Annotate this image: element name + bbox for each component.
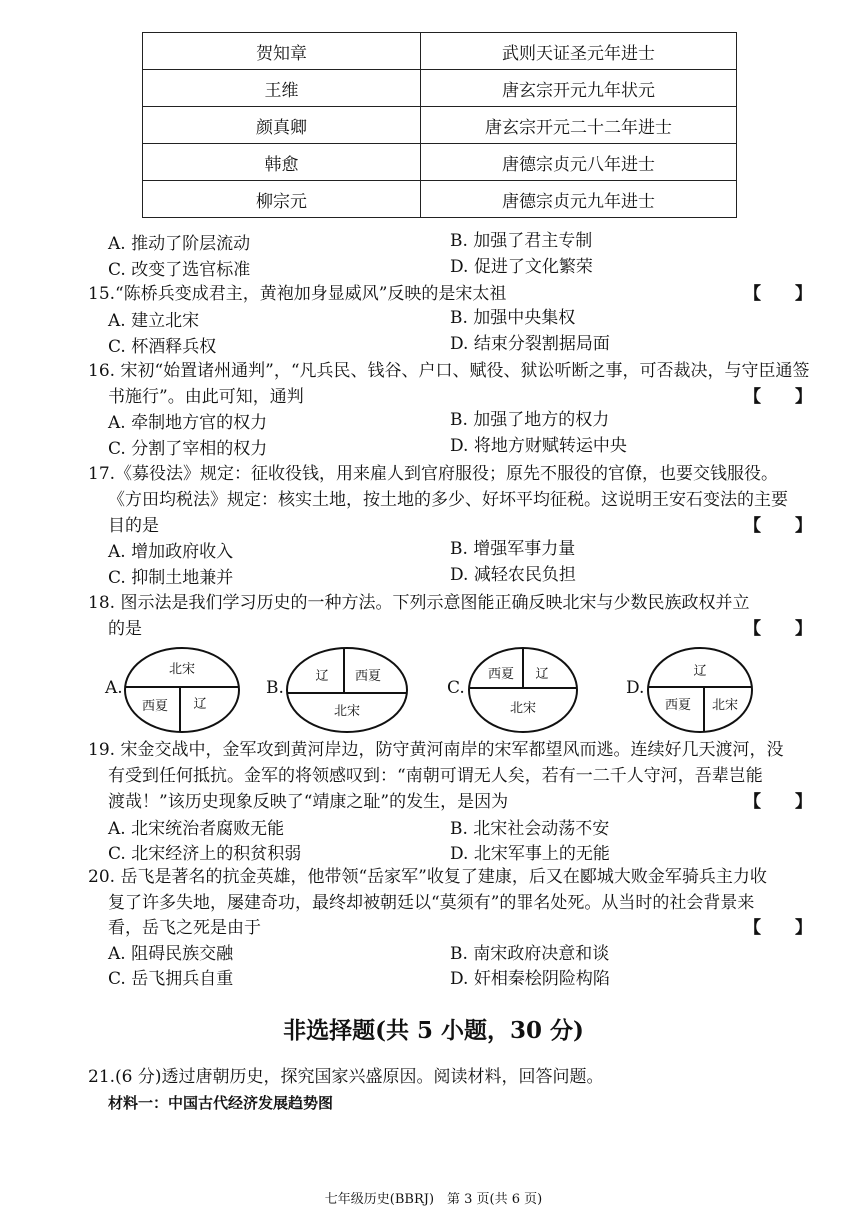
section-title: 非选择题(共 5 小题，30 分)	[283, 1017, 584, 1044]
q16-option-b[interactable]: B. 加强了地方的权力	[450, 410, 610, 430]
q16-stem-line: 16. 宋初“始置诸州通判”，“凡兵民、钱谷、户口、赋役、狱讼听断之事，可否裁决，与守臣通签	[88, 361, 810, 381]
q16-option-d[interactable]: D. 将地方财赋转运中央	[450, 436, 627, 456]
q18-diagram-a[interactable]	[122, 645, 242, 735]
q17-option-a[interactable]: A. 增加政府收入	[108, 542, 234, 562]
table-cell: 唐德宗贞元八年进士	[421, 144, 737, 181]
q21-stem: 21.(6 分)透过唐朝历史，探究国家兴盛原因。阅读材料，回答问题。	[88, 1067, 604, 1087]
scholars-table	[142, 32, 737, 218]
region-label: 北宋	[168, 662, 196, 677]
q14-option-c[interactable]: C. 改变了选官标准	[108, 260, 251, 280]
q15-answer-bracket[interactable]: 【 】	[744, 284, 812, 304]
region-label: 西夏	[141, 699, 169, 714]
q18-diagram-d[interactable]	[645, 645, 755, 735]
q18-stem-line: 18. 图示法是我们学习历史的一种方法。下列示意图能正确反映北宋与少数民族政权并立	[88, 593, 750, 613]
table-row	[143, 144, 737, 181]
q17-option-d[interactable]: D. 减轻农民负担	[450, 565, 576, 585]
q20-stem-line: 复了许多失地，屡建奇功，最终却被朝廷以“莫须有”的罪名处死。从当时的社会背景来	[108, 893, 755, 913]
table-cell: 武则天证圣元年进士	[421, 33, 737, 70]
q18-stem-line: 的是	[108, 619, 142, 639]
q19-stem-line: 有受到任何抵抗。金军的将领感叹到：“南朝可谓无人矣，若有一二千人守河，吾辈岂能	[108, 766, 763, 786]
table-row	[143, 33, 737, 70]
q18-option-b-letter[interactable]: B.	[266, 678, 284, 698]
table-cell: 颜真卿	[143, 107, 421, 144]
table-cell: 唐德宗贞元九年进士	[421, 181, 737, 218]
q17-answer-bracket[interactable]: 【 】	[744, 516, 812, 536]
diagram-oval	[648, 648, 752, 732]
q19-option-a[interactable]: A. 北宋统治者腐败无能	[108, 819, 285, 839]
q17-stem-line: 《方田均税法》规定：核实土地，按土地的多少、好坏平均征税。这说明王安石变法的主要	[108, 490, 788, 510]
q15-option-d[interactable]: D. 结束分裂割据局面	[450, 334, 610, 354]
region-label: 西夏	[487, 667, 515, 682]
q20-answer-bracket[interactable]: 【 】	[744, 918, 812, 938]
q19-stem-line: 渡哉！”该历史现象反映了“靖康之耻”的发生，是因为	[108, 792, 509, 812]
table-cell: 唐玄宗开元九年状元	[421, 70, 737, 107]
q19-answer-bracket[interactable]: 【 】	[744, 792, 812, 812]
q17-option-b[interactable]: B. 增强军事力量	[450, 539, 576, 559]
q19-option-b[interactable]: B. 北宋社会动荡不安	[450, 819, 610, 839]
region-label: 辽	[535, 667, 549, 682]
q16-answer-bracket[interactable]: 【 】	[744, 387, 812, 407]
q15-option-b[interactable]: B. 加强中央集权	[450, 308, 576, 328]
q15-option-a[interactable]: A. 建立北宋	[108, 311, 200, 331]
region-label: 北宋	[711, 698, 739, 713]
table-cell: 贺知章	[143, 33, 421, 70]
q20-stem-line: 20. 岳飞是著名的抗金英雄，他带领“岳家军”收复了建康，后又在郾城大败金军骑兵主力收	[88, 867, 767, 887]
q18-diagram-c[interactable]	[466, 645, 580, 735]
q14-option-b[interactable]: B. 加强了君主专制	[450, 231, 593, 251]
q18-diagram-b[interactable]	[284, 645, 410, 735]
region-label: 辽	[315, 669, 329, 684]
q19-option-c[interactable]: C. 北宋经济上的积贫积弱	[108, 844, 302, 864]
diagram-oval	[287, 648, 407, 732]
q20-stem-line: 看，岳飞之死是由于	[108, 918, 261, 938]
region-label: 西夏	[664, 698, 692, 713]
q15-option-c[interactable]: C. 杯酒释兵权	[108, 337, 217, 357]
q18-option-a-letter[interactable]: A.	[105, 678, 123, 698]
table-row	[143, 181, 737, 218]
q20-option-a[interactable]: A. 阻碍民族交融	[108, 944, 234, 964]
table-cell: 唐玄宗开元二十二年进士	[421, 107, 737, 144]
region-label: 北宋	[509, 701, 537, 716]
table-cell: 王维	[143, 70, 421, 107]
q19-stem-line: 19. 宋金交战中，金军攻到黄河岸边，防守黄河南岸的宋军都望风而逃。连续好几天渡河，没	[88, 740, 784, 760]
q20-option-b[interactable]: B. 南宋政府决意和谈	[450, 944, 610, 964]
table-row	[143, 70, 737, 107]
q16-option-c[interactable]: C. 分割了宰相的权力	[108, 439, 268, 459]
q16-option-a[interactable]: A. 牵制地方官的权力	[108, 413, 268, 433]
region-label: 北宋	[333, 704, 361, 719]
q17-stem-line: 17.《募役法》规定：征收役钱，用来雇人到官府服役；原先不服役的官僚，也要交钱服役。	[88, 464, 779, 484]
region-label: 西夏	[354, 669, 382, 684]
q18-option-d-letter[interactable]: D.	[626, 678, 645, 698]
q21-material-title: 材料一：中国古代经济发展趋势图	[108, 1094, 334, 1112]
diagram-oval	[125, 648, 239, 732]
q19-option-d[interactable]: D. 北宋军事上的无能	[450, 844, 610, 864]
q17-option-c[interactable]: C. 抑制土地兼并	[108, 568, 234, 588]
q20-option-d[interactable]: D. 奸相秦桧阴险构陷	[450, 969, 610, 989]
table-cell: 柳宗元	[143, 181, 421, 218]
region-label: 辽	[193, 697, 207, 712]
q17-stem-line: 目的是	[108, 516, 159, 536]
table-row	[143, 107, 737, 144]
q18-option-c-letter[interactable]: C.	[447, 678, 465, 698]
page-footer: 七年级历史(BBRJ) 第 3 页(共 6 页)	[324, 1192, 543, 1207]
q16-stem-line: 书施行”。由此可知，通判	[108, 387, 304, 407]
q15-stem: 15.“陈桥兵变成君主，黄袍加身显威风”反映的是宋太祖	[88, 284, 507, 304]
q18-answer-bracket[interactable]: 【 】	[744, 619, 812, 639]
q20-option-c[interactable]: C. 岳飞拥兵自重	[108, 969, 234, 989]
q14-option-d[interactable]: D. 促进了文化繁荣	[450, 257, 593, 277]
table-cell: 韩愈	[143, 144, 421, 181]
q14-option-a[interactable]: A. 推动了阶层流动	[108, 234, 251, 254]
region-label: 辽	[693, 664, 707, 679]
